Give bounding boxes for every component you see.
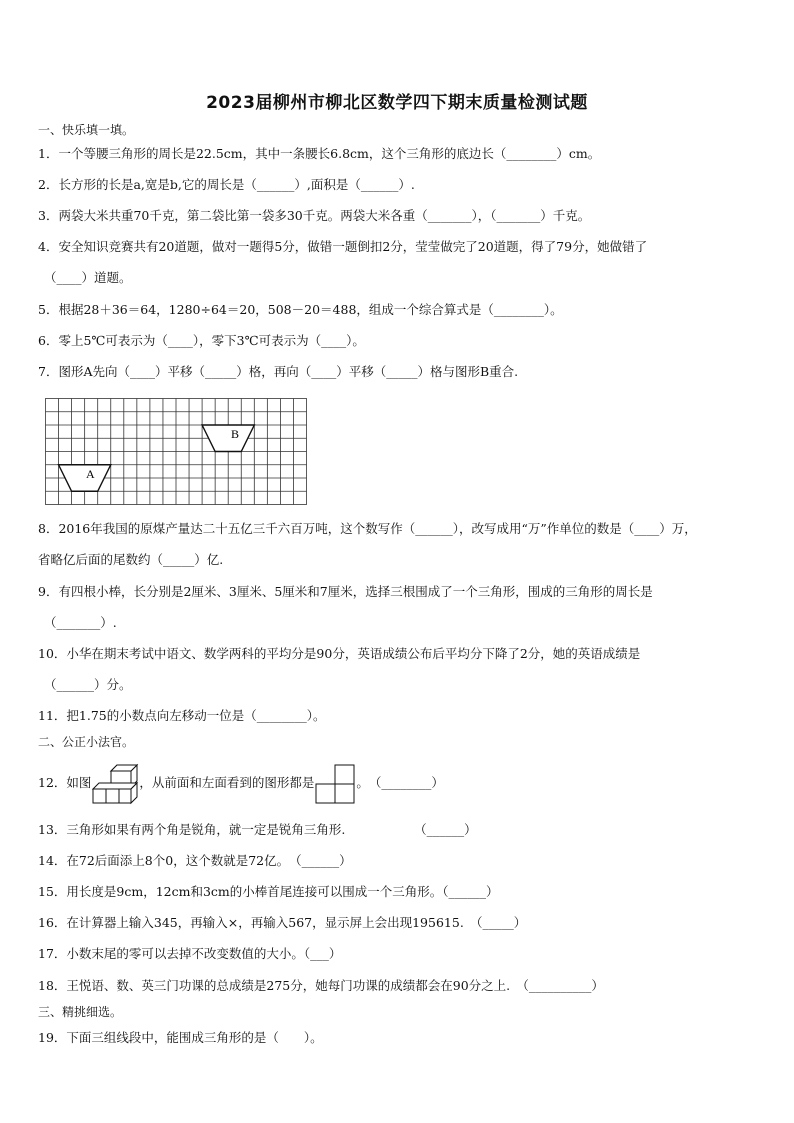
- section-heading-1: 一、快乐填一填。: [38, 123, 135, 137]
- cube-stack-figure: [91, 761, 139, 807]
- question-5: 5．根据28＋36＝64，1280÷64＝20，508－20＝488，组成一个综合算式是（________）。: [38, 302, 563, 317]
- question-9-line-2: （_______）.: [44, 615, 117, 630]
- question-6: 6．零上5℃可表示为（____），零下3℃可表示为（____）。: [38, 333, 365, 348]
- question-7: 7．图形A先向（____）平移（_____）格，再向（____）平移（_____）格与图形B重合.: [38, 364, 519, 379]
- question-10-line-1: 10．小华在期末考试中语文、数学两科的平均分是90分，英语成绩公布后平均分下降了2分，她的英语成绩是: [38, 646, 641, 661]
- question-14: 14．在72后面添上8个0，这个数就是72亿。 （______）: [38, 853, 352, 868]
- label-b: B: [231, 427, 240, 441]
- question-17: 17．小数末尾的零可以去掉不改变数值的大小。（___）: [38, 946, 342, 961]
- translation-grid-figure: [45, 398, 309, 506]
- question-8-line-2: 省略亿后面的尾数约（_____）亿.: [38, 552, 224, 567]
- question-12: [38, 760, 444, 806]
- question-15: 15．用长度是9cm，12cm和3cm的小棒首尾连接可以围成一个三角形。（______）: [38, 884, 499, 899]
- section-heading-3: 三、精挑细选。: [38, 1005, 123, 1019]
- trapezoid-b: [202, 425, 254, 452]
- trapezoid-a: [59, 465, 111, 492]
- question-19: 19．下面三组线段中，能围成三角形的是（ ）。: [38, 1030, 323, 1045]
- question-4-line-2: （____）道题。: [44, 270, 132, 285]
- question-10-line-2: （______）分。: [44, 677, 132, 692]
- page-title: 2023届柳州市柳北区数学四下期末质量检测试题: [206, 93, 588, 113]
- question-16: 16．在计算器上输入345，再输入×，再输入567，显示屏上会出现195615. （_____）: [38, 915, 527, 930]
- question-9-line-1: 9．有四根小棒，长分别是2厘米、3厘米、5厘米和7厘米，选择三根围成了一个三角形，围成的三角形的周长是: [38, 584, 653, 599]
- question-12-suffix: 。 （________）: [356, 775, 444, 790]
- question-8-line-1: 8．2016年我国的原煤产量达二十五亿三千六百万吨，这个数写作（______），改写成用“万”作单位的数是（____）万，: [38, 521, 697, 536]
- question-12-prefix: 12．如图: [38, 775, 92, 790]
- question-3: 3．两袋大米共重70千克，第二袋比第一袋多30千克。两袋大米各重（_______），（_______）千克。: [38, 208, 591, 223]
- section-heading-2: 二、公正小法官。: [38, 735, 135, 749]
- view-shape-figure: [314, 763, 356, 805]
- question-13: 13．三角形如果有两个角是锐角，就一定是锐角三角形. （______）: [38, 822, 477, 837]
- question-12-middle: ，从前面和左面看到的图形都是: [139, 775, 315, 790]
- question-4-line-1: 4．安全知识竞赛共有20道题，做对一题得5分，做错一题倒扣2分，莹莹做完了20道题，得了79分，她做错了: [38, 239, 648, 254]
- label-a: A: [86, 467, 95, 481]
- question-18: 18．王悦语、数、英三门功课的总成绩是275分，她每门功课的成绩都会在90分之上. （__________）: [38, 978, 604, 993]
- question-11: 11．把1.75的小数点向左移动一位是（________）。: [38, 708, 326, 723]
- question-2: 2．长方形的长是a,宽是b,它的周长是（______）,面积是（______）.: [38, 177, 415, 192]
- question-1: 1．一个等腰三角形的周长是22.5cm，其中一条腰长6.8cm，这个三角形的底边长（________）cm。: [38, 146, 601, 161]
